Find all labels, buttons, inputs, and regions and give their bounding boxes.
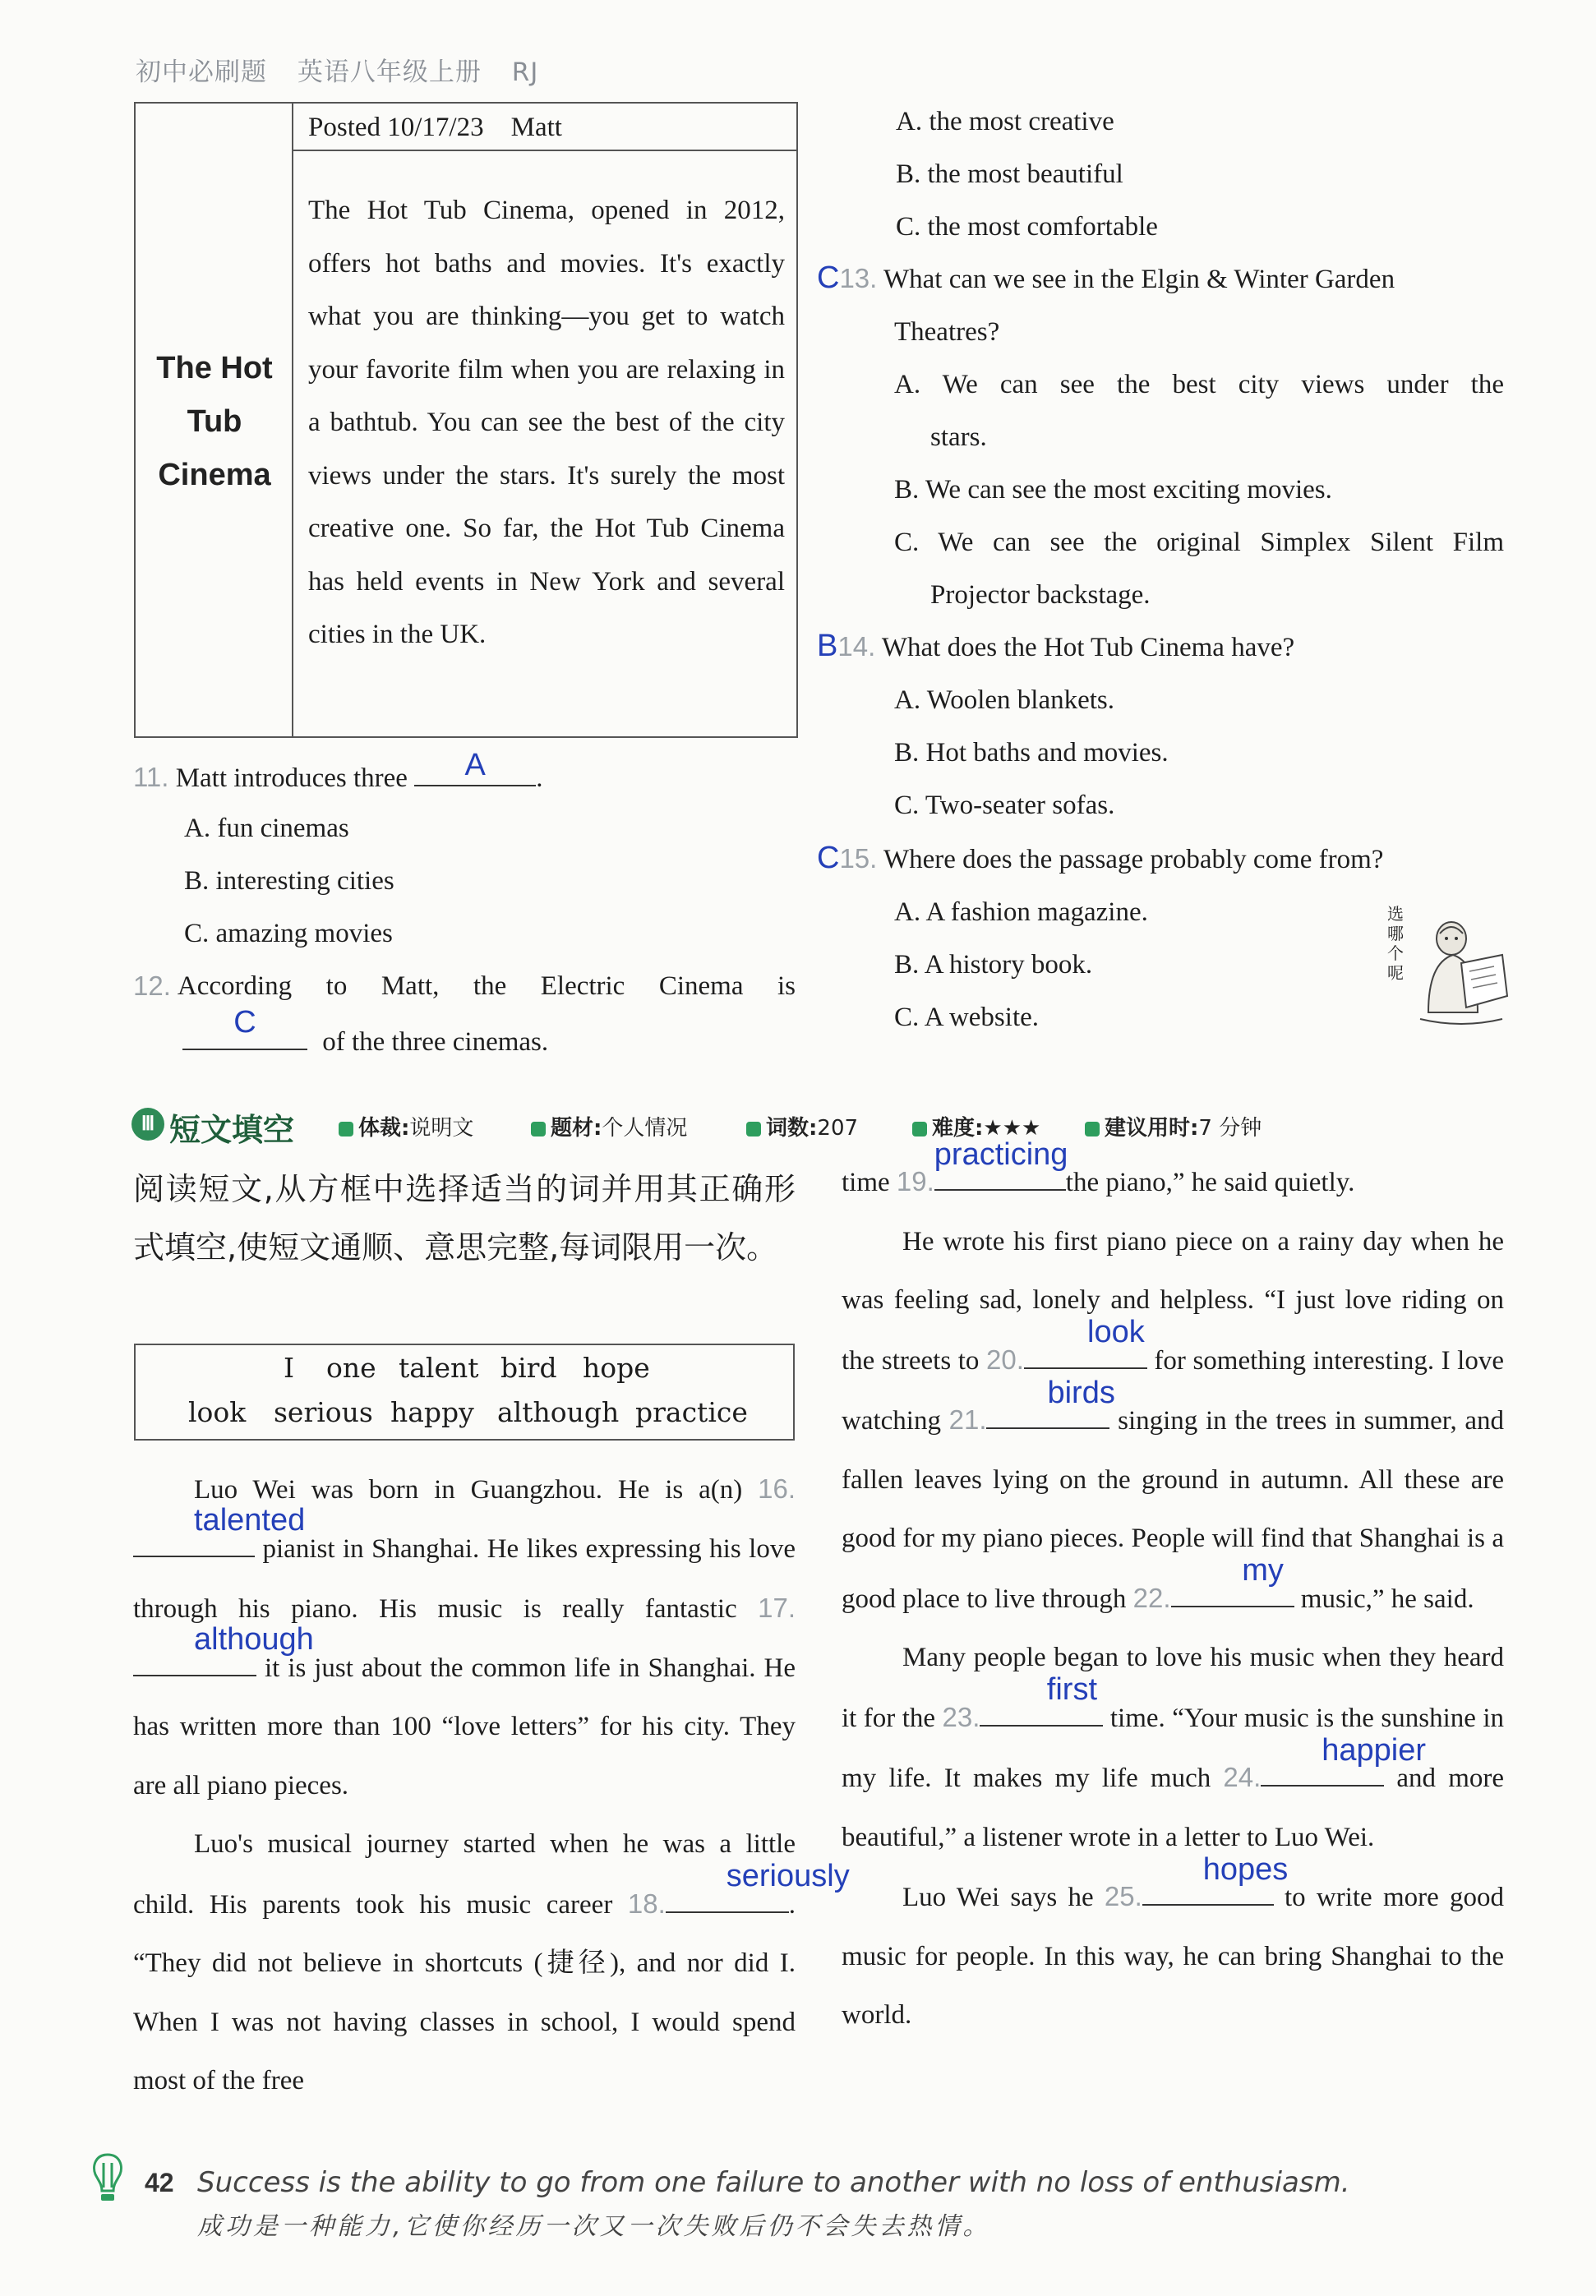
question-stem: What can we see in the Elgin & Winter Garden (883, 265, 1395, 294)
handwritten-answer: practicing (934, 1136, 1068, 1172)
question-stem: Where does the passage probably come from? (883, 845, 1384, 874)
question-stem: According to Matt, the Electric Cinema is (177, 971, 796, 1001)
q12-option-c: C. the most comfortable (896, 212, 1158, 242)
q12-option-a: A. the most creative (896, 107, 1114, 136)
paragraph-2-cont (842, 1136, 1504, 1213)
topic-value: 个人情况 (602, 1116, 688, 1141)
student-reading-icon (1412, 914, 1519, 1029)
passage-right-column (842, 1136, 1505, 2045)
option-a: A. fun cinemas (184, 814, 349, 843)
handwritten-mark: C (817, 841, 840, 875)
answer-blank-19[interactable] (934, 1136, 1068, 1191)
handwritten-answer: happier (1322, 1732, 1427, 1768)
answer-blank[interactable] (414, 748, 536, 786)
title-line-2: Tub (187, 404, 242, 439)
edition-label: RJ (511, 58, 539, 87)
handwritten-answer: C (233, 1005, 256, 1040)
thinking-student-cartoon (1387, 897, 1519, 1037)
blank-number: 20. (985, 1344, 1024, 1375)
answer-blank-23[interactable] (980, 1672, 1103, 1727)
q13-option-a-cont: stars. (930, 422, 987, 452)
quote-english: Success is the ability to go from one failure to another with no loss of enthusiasm. (197, 2166, 1350, 2199)
pen-icon (339, 1122, 353, 1136)
handwritten-answer: seriously (726, 1859, 850, 1893)
paragraph-1 (133, 1459, 796, 1815)
question-14 (817, 629, 1294, 664)
answer-blank-16[interactable] (133, 1503, 306, 1557)
time-meta (1085, 1111, 1262, 1141)
blank-number: 25. (1104, 1881, 1142, 1911)
answer-blank[interactable] (182, 1005, 307, 1050)
ad-body-paragraph: The Hot Tub Cinema, opened in 2012, offers hot baths and movies. It's exactly what you are thinking—you get to watch your favorite film when you are relaxing in a bathtub. You can see the best of the city views under the stars. It's surely the most creative one. So far, the Hot Tub Cinema has held events in New York and several cities in the UK. (308, 196, 785, 649)
q13-option-c: C. We can see the original Simplex Silent Film (894, 528, 1504, 557)
question-12 (133, 970, 796, 1003)
word-item: talent (399, 1352, 479, 1384)
passage-text: Many people began to love his music when they heard it for the (842, 1643, 1504, 1733)
q13-option-b: B. We can see the most exciting movies. (894, 475, 1332, 505)
signal-bars-icon (912, 1122, 927, 1136)
word-item: happy (390, 1396, 474, 1428)
question-number: 12. (133, 970, 171, 1001)
paragraph-3 (842, 1213, 1504, 1630)
passage-text: to write more good music for people. In this way, he can bring Shanghai to the world. (842, 1883, 1505, 2030)
question-13 (817, 261, 1395, 296)
passage-text: time. “Your music is the sunshine in my life. It makes my life much (842, 1703, 1505, 1793)
answer-blank-21[interactable] (986, 1375, 1115, 1429)
passage-text: pianist in Shanghai. He likes expressing his love through his piano. His music is really fantastic (133, 1533, 796, 1624)
page-number: 42 (145, 2168, 174, 2197)
q15-option-a: A. A fashion magazine. (894, 897, 1148, 927)
blank-number: 23. (942, 1701, 980, 1732)
passage-left-column (133, 1459, 850, 2111)
section-number-badge: Ⅲ (131, 1108, 164, 1141)
word-item: practice (635, 1396, 748, 1428)
handwritten-answer: hopes (1202, 1851, 1289, 1887)
handwritten-answer: first (1046, 1672, 1098, 1707)
lightbulb-icon (89, 2151, 127, 2206)
title-line-1: The Hot (156, 351, 273, 385)
table-title-cell (136, 104, 293, 736)
passage-text: it is just about the common life in Shanghai. He has written more than 100 “love letters” for his city. They are all piano pieces. (133, 1653, 796, 1800)
question-number: 11. (133, 762, 169, 792)
question-number: 15. (839, 843, 878, 874)
table-content-cell (293, 104, 796, 736)
hot-tub-cinema-table (134, 102, 798, 738)
answer-blank-18[interactable] (666, 1859, 850, 1913)
passage-text: Luo Wei says he (902, 1883, 1094, 1912)
section-title: 短文填空 (169, 1112, 295, 1148)
q14-option-c: C. Two-seater sofas. (894, 791, 1115, 820)
passage-text: singing in the trees in summer, and fallen leaves lying on the ground in autumn. All these are good for my piano pieces. People will find that Shanghai is a good place to live through (842, 1406, 1504, 1614)
blank-number: 16. (758, 1473, 796, 1504)
handwritten-answer: look (1087, 1315, 1145, 1349)
genre-value: 说明文 (409, 1116, 474, 1141)
section-header (131, 1108, 1298, 1148)
pencil-icon (531, 1122, 546, 1136)
word-item: although (497, 1396, 620, 1428)
answer-blank-24[interactable] (1261, 1732, 1427, 1787)
subject-name: 英语八年级上册 (297, 58, 482, 87)
answer-blank-25[interactable] (1142, 1851, 1289, 1906)
question-11 (133, 748, 543, 795)
genre-label: 体裁: (358, 1116, 410, 1141)
passage-text: music,” he said. (1300, 1584, 1474, 1614)
quote-chinese: 成功是一种能力,它使你经历一次又一次失败后仍不会失去热情。 (197, 2212, 991, 2241)
feather-icon (746, 1122, 761, 1136)
question-number: 14. (837, 631, 876, 662)
q13-option-c-cont: Projector backstage. (930, 580, 1151, 610)
passage-text: and more beautiful,” a listener wrote in a letter to Luo Wei. (842, 1763, 1505, 1852)
answer-blank-22[interactable] (1171, 1553, 1294, 1607)
q14-option-b: B. Hot baths and movies. (894, 738, 1169, 768)
passage-text: . “They did not believe in shortcuts (捷径), and nor did I. When I was not having classes in school, I would spend most of the free (133, 1889, 796, 2095)
topic-meta (531, 1111, 687, 1141)
passage-text: Luo Wei was born in Guangzhou. He is a(n) (194, 1475, 743, 1505)
handwritten-answer: A (464, 748, 486, 782)
page-header (136, 51, 560, 88)
topic-label: 题材: (551, 1116, 602, 1141)
handwritten-mark: C (817, 260, 840, 295)
word-item: hope (583, 1352, 650, 1384)
time-label: 建议用时: (1105, 1116, 1199, 1141)
handwritten-answer: although (194, 1622, 314, 1657)
question-13-stem2: Theatres? (894, 317, 1000, 347)
difficulty-stars: ★★★ (983, 1116, 1041, 1141)
paragraph-2 (133, 1815, 850, 2111)
paragraph-5 (842, 1851, 1505, 2045)
handwritten-mark: B (817, 629, 838, 663)
blank-number: 17. (758, 1593, 796, 1623)
instruction-text: 阅读短文,从方框中选择适当的词并用其正确形式填空,使短文通顺、意思完整,每词限用一次。 (133, 1171, 796, 1266)
handwritten-answer: talented (194, 1503, 306, 1538)
question-12-cont (182, 1005, 549, 1058)
question-stem: Matt introduces three (175, 763, 408, 793)
blank-number: 21. (948, 1404, 987, 1435)
word-count-value: 207 (817, 1116, 859, 1141)
question-tail: of the three cinemas. (322, 1027, 549, 1057)
book-name: 初中必刷题 (136, 58, 267, 87)
q12-option-b: B. the most beautiful (896, 159, 1123, 189)
passage-text: for something interesting. I love watching (842, 1345, 1504, 1436)
blank-number: 22. (1132, 1582, 1171, 1613)
question-number: 13. (839, 263, 878, 293)
word-item: look (188, 1396, 247, 1428)
paragraph-4 (842, 1629, 1504, 1867)
genre-meta (339, 1111, 473, 1141)
blank-number: 19. (896, 1166, 934, 1196)
ad-body-text (308, 184, 785, 662)
q13-option-a: A. We can see the best city views under the (894, 370, 1504, 399)
difficulty-label: 难度: (932, 1116, 984, 1141)
passage-text: Luo's musical journey started when he was a little child. His parents took his music career (133, 1829, 796, 1920)
blank-number: 18. (627, 1888, 666, 1919)
word-count-meta (746, 1111, 858, 1141)
handwritten-answer: birds (1047, 1375, 1115, 1410)
blank-number: 24. (1223, 1762, 1262, 1792)
answer-blank-17[interactable] (133, 1622, 314, 1676)
table-title (136, 342, 293, 502)
passage-text: time (842, 1168, 890, 1197)
title-line-3: Cinema (158, 458, 271, 492)
word-item: bird (500, 1352, 557, 1384)
word-item: I (284, 1352, 295, 1384)
word-count-label: 词数: (766, 1116, 818, 1141)
option-c: C. amazing movies (184, 919, 393, 948)
q15-option-b: B. A history book. (894, 950, 1093, 980)
question-end: . (536, 763, 543, 793)
time-value: 7 分钟 (1198, 1116, 1262, 1141)
word-item: serious (274, 1396, 373, 1428)
posted-line: Posted 10/17/23 Matt (293, 104, 796, 151)
question-stem: What does the Hot Tub Cinema have? (881, 633, 1295, 662)
q15-option-c: C. A website. (894, 1003, 1040, 1032)
word-item: one (326, 1352, 376, 1384)
cartoon-caption: 选哪个呢 (1387, 904, 1404, 983)
question-15 (817, 841, 1383, 876)
word-bank-box (134, 1344, 795, 1441)
q14-option-a: A. Woolen blankets. (894, 685, 1115, 715)
passage-text: He wrote his first piano piece on a rainy day when he was feeling sad, lonely and helpless. “I just love riding on the streets to (842, 1226, 1504, 1376)
handwritten-answer: my (1242, 1553, 1284, 1588)
bell-icon (1085, 1122, 1100, 1136)
passage-text: the piano,” he said quietly. (1065, 1168, 1355, 1197)
option-b: B. interesting cities (184, 866, 394, 896)
